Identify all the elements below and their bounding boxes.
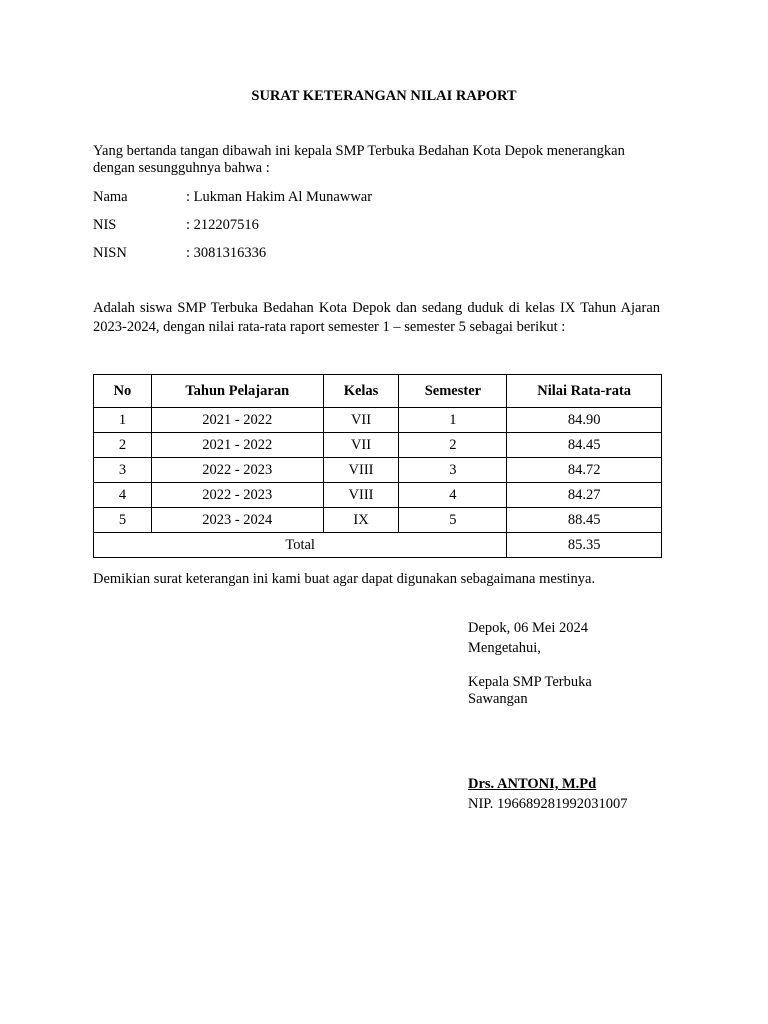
name-value: : Lukman Hakim Al Munawwar: [186, 189, 373, 205]
cell-semester: 3: [399, 458, 507, 483]
cell-class: VIII: [323, 458, 399, 483]
letter-title: SURAT KETERANGAN NILAI RAPORT: [251, 88, 517, 104]
acknowledged-text: Mengetahui,: [468, 640, 541, 656]
table-row: [94, 408, 662, 433]
cell-score: 88.45: [507, 508, 662, 533]
total-label: Total: [94, 533, 507, 558]
header-no: No: [94, 375, 152, 408]
cell-class: IX: [323, 508, 399, 533]
cell-semester: 4: [399, 483, 507, 508]
position-line-2: Sawangan: [468, 691, 528, 707]
total-value: 85.35: [507, 533, 662, 558]
header-kelas: Kelas: [323, 375, 399, 408]
cell-year: 2021 - 2022: [151, 408, 323, 433]
cell-year: 2023 - 2024: [151, 508, 323, 533]
header-tahun-pelajaran: Tahun Pelajaran: [151, 375, 323, 408]
cell-semester: 1: [399, 408, 507, 433]
cell-year: 2022 - 2023: [151, 483, 323, 508]
cell-year: 2021 - 2022: [151, 433, 323, 458]
intro-line-1: Yang bertanda tangan dibawah ini kepala SMP Terbuka Bedahan Kota Depok menerangkan: [93, 143, 625, 159]
nis-label: NIS: [93, 217, 117, 233]
cell-class: VIII: [323, 483, 399, 508]
total-row: [94, 533, 662, 558]
cell-class: VII: [323, 433, 399, 458]
cell-semester: 5: [399, 508, 507, 533]
intro-text: [93, 143, 673, 177]
position-line-1: Kepala SMP Terbuka: [468, 674, 592, 690]
signer-nip: NIP. 196689281992031007: [468, 796, 628, 812]
nisn-label: NISN: [93, 245, 127, 261]
nisn-value: : 3081316336: [186, 245, 267, 261]
cell-no: 2: [94, 433, 152, 458]
cell-score: 84.27: [507, 483, 662, 508]
grades-table: [93, 374, 662, 558]
cell-class: VII: [323, 408, 399, 433]
student-paragraph: Adalah siswa SMP Terbuka Bedahan Kota Depok dan sedang duduk di kelas IX Tahun Ajaran 2023-2024, dengan nilai rata-rata raport semester 1 – semester 5 sebagai berikut :: [93, 300, 660, 335]
closing-text: Demikian surat keterangan ini kami buat agar dapat digunakan sebagaimana mestinya.: [93, 571, 596, 587]
cell-score: 84.45: [507, 433, 662, 458]
signer-name: Drs. ANTONI, M.Pd: [468, 776, 597, 792]
table-row: [94, 458, 662, 483]
cell-score: 84.72: [507, 458, 662, 483]
nis-value: : 212207516: [186, 217, 259, 233]
header-semester: Semester: [399, 375, 507, 408]
name-label: Nama: [93, 189, 128, 205]
cell-no: 3: [94, 458, 152, 483]
table-row: [94, 508, 662, 533]
cell-year: 2022 - 2023: [151, 458, 323, 483]
cell-score: 84.90: [507, 408, 662, 433]
table-row: [94, 433, 662, 458]
place-date: Depok, 06 Mei 2024: [468, 620, 589, 636]
cell-no: 5: [94, 508, 152, 533]
table-header-row: [94, 375, 662, 408]
cell-no: 1: [94, 408, 152, 433]
intro-line-2: dengan sesungguhnya bahwa :: [93, 160, 270, 176]
header-nilai: Nilai Rata-rata: [507, 375, 662, 408]
table-row: [94, 483, 662, 508]
cell-no: 4: [94, 483, 152, 508]
cell-semester: 2: [399, 433, 507, 458]
